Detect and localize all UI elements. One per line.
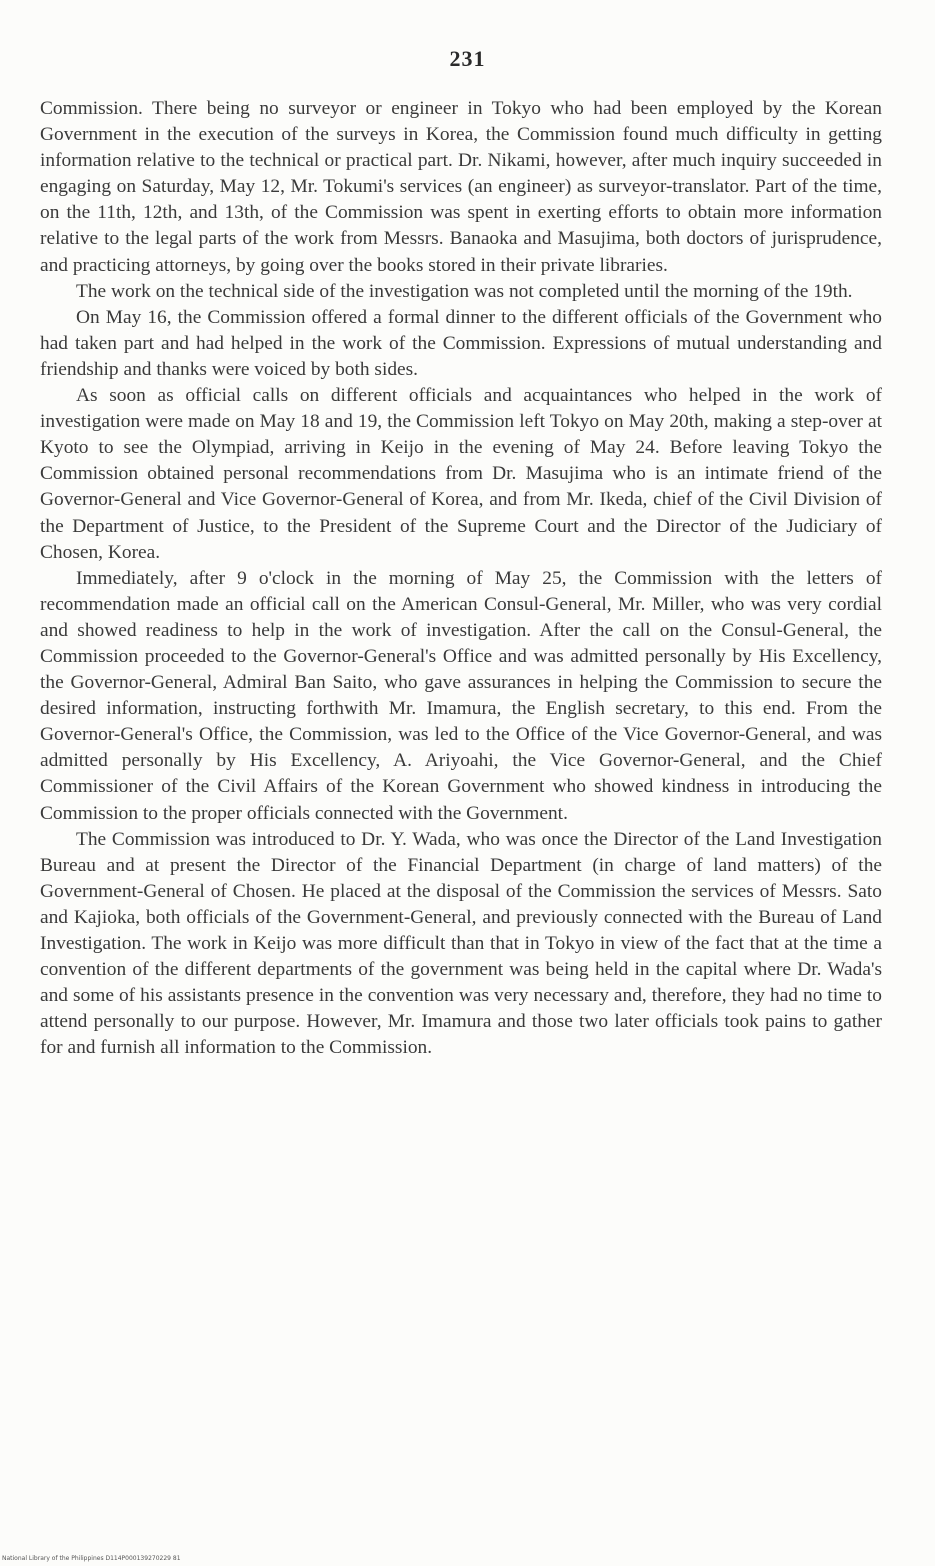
scan-credit: National Library of the Philippines D114P000139270229 81	[2, 1555, 181, 1562]
paragraph: The work on the technical side of the investigation was not completed until the morning of the 19th.	[76, 280, 853, 302]
paragraph: On May 16, the Commission offered a formal dinner to the different officials of the Government who had taken part and had helped in the work of the Commission. Expressions of mutual understanding and friendship and thanks were voiced by both sides.	[40, 306, 882, 380]
paragraph: Commission. There being no surveyor or engineer in Tokyo who had been employed by the Korean Government in the execution of the surveys in Korea, the Commission found much difficulty in getting information relative to the technical or practical part. Dr. Nikami, however, after much inquiry succeeded in engaging on Saturday, May 12, Mr. Tokumi's services (an engineer) as surveyor-translator. Part of the time, on the 11th, 12th, and 13th, of the Commission was spent in exerting efforts to obtain more information relative to the legal parts of the work from Messrs. Banaoka and Masujima, both doctors of jurisprudence, and practicing attorneys, by going over the books stored in their private libraries.	[40, 98, 882, 276]
paragraph: As soon as official calls on different officials and acquaintances who helped in the work of investigation were made on May 18 and 19, the Commission left Tokyo on May 20th, making a step-over at Kyoto to see the Olympiad, arriving in Keijo in the evening of May 24. Before leaving Tokyo the Commission obtained personal recommendations from Dr. Masujima who is an intimate friend of the Governor-General and Vice Governor-General of Korea, and from Mr. Ikeda, chief of the Civil Division of the Department of Justice, to the President of the Supreme Court and the Director of the Judiciary of Chosen, Korea.	[40, 385, 882, 563]
paragraph: The Commission was introduced to Dr. Y. Wada, who was once the Director of the Land Investigation Bureau and at present the Director of the Financial Department (in charge of land matters) of the Government-General of Chosen. He placed at the disposal of the Commission the services of Messrs. Sato and Kajioka, both officials of the Government-General, and previously connected with the Bureau of Land Investigation. The work in Keijo was more difficult than that in Tokyo in view of the fact that at the time a convention of the different departments of the government was being held in the capital where Dr. Wada's and some of his assistants presence in the convention was very necessary and, therefore, they had no time to attend personally to our purpose. However, Mr. Imamura and those two later officials took pains to gather for and furnish all information to the Commission.	[40, 828, 882, 1059]
page-number: 231	[449, 46, 486, 71]
paragraph: Immediately, after 9 o'clock in the morning of May 25, the Commission with the letters of recommendation made an official call on the American Consul-General, Mr. Miller, who was very cordial and showed readiness to help in the work of investigation. After the call on the Consul-General, the Commission proceeded to the Governor-General's Office and was admitted personally by His Excellency, the Governor-General, Admiral Ban Saito, who gave assurances in helping the Commission to secure the desired information, instructing forthwith Mr. Imamura, the English secretary, to this end. From the Governor-General's Office, the Commission, was led to the Office of the Vice Governor-General, and was admitted personally by His Excellency, A. Ariyoahi, the Vice Governor-General, and the Chief Commissioner of the Civil Affairs of the Korean Government who showed kindness in introducing the Commission to the proper officials connected with the Government.	[40, 567, 882, 824]
body-text	[40, 96, 882, 1496]
